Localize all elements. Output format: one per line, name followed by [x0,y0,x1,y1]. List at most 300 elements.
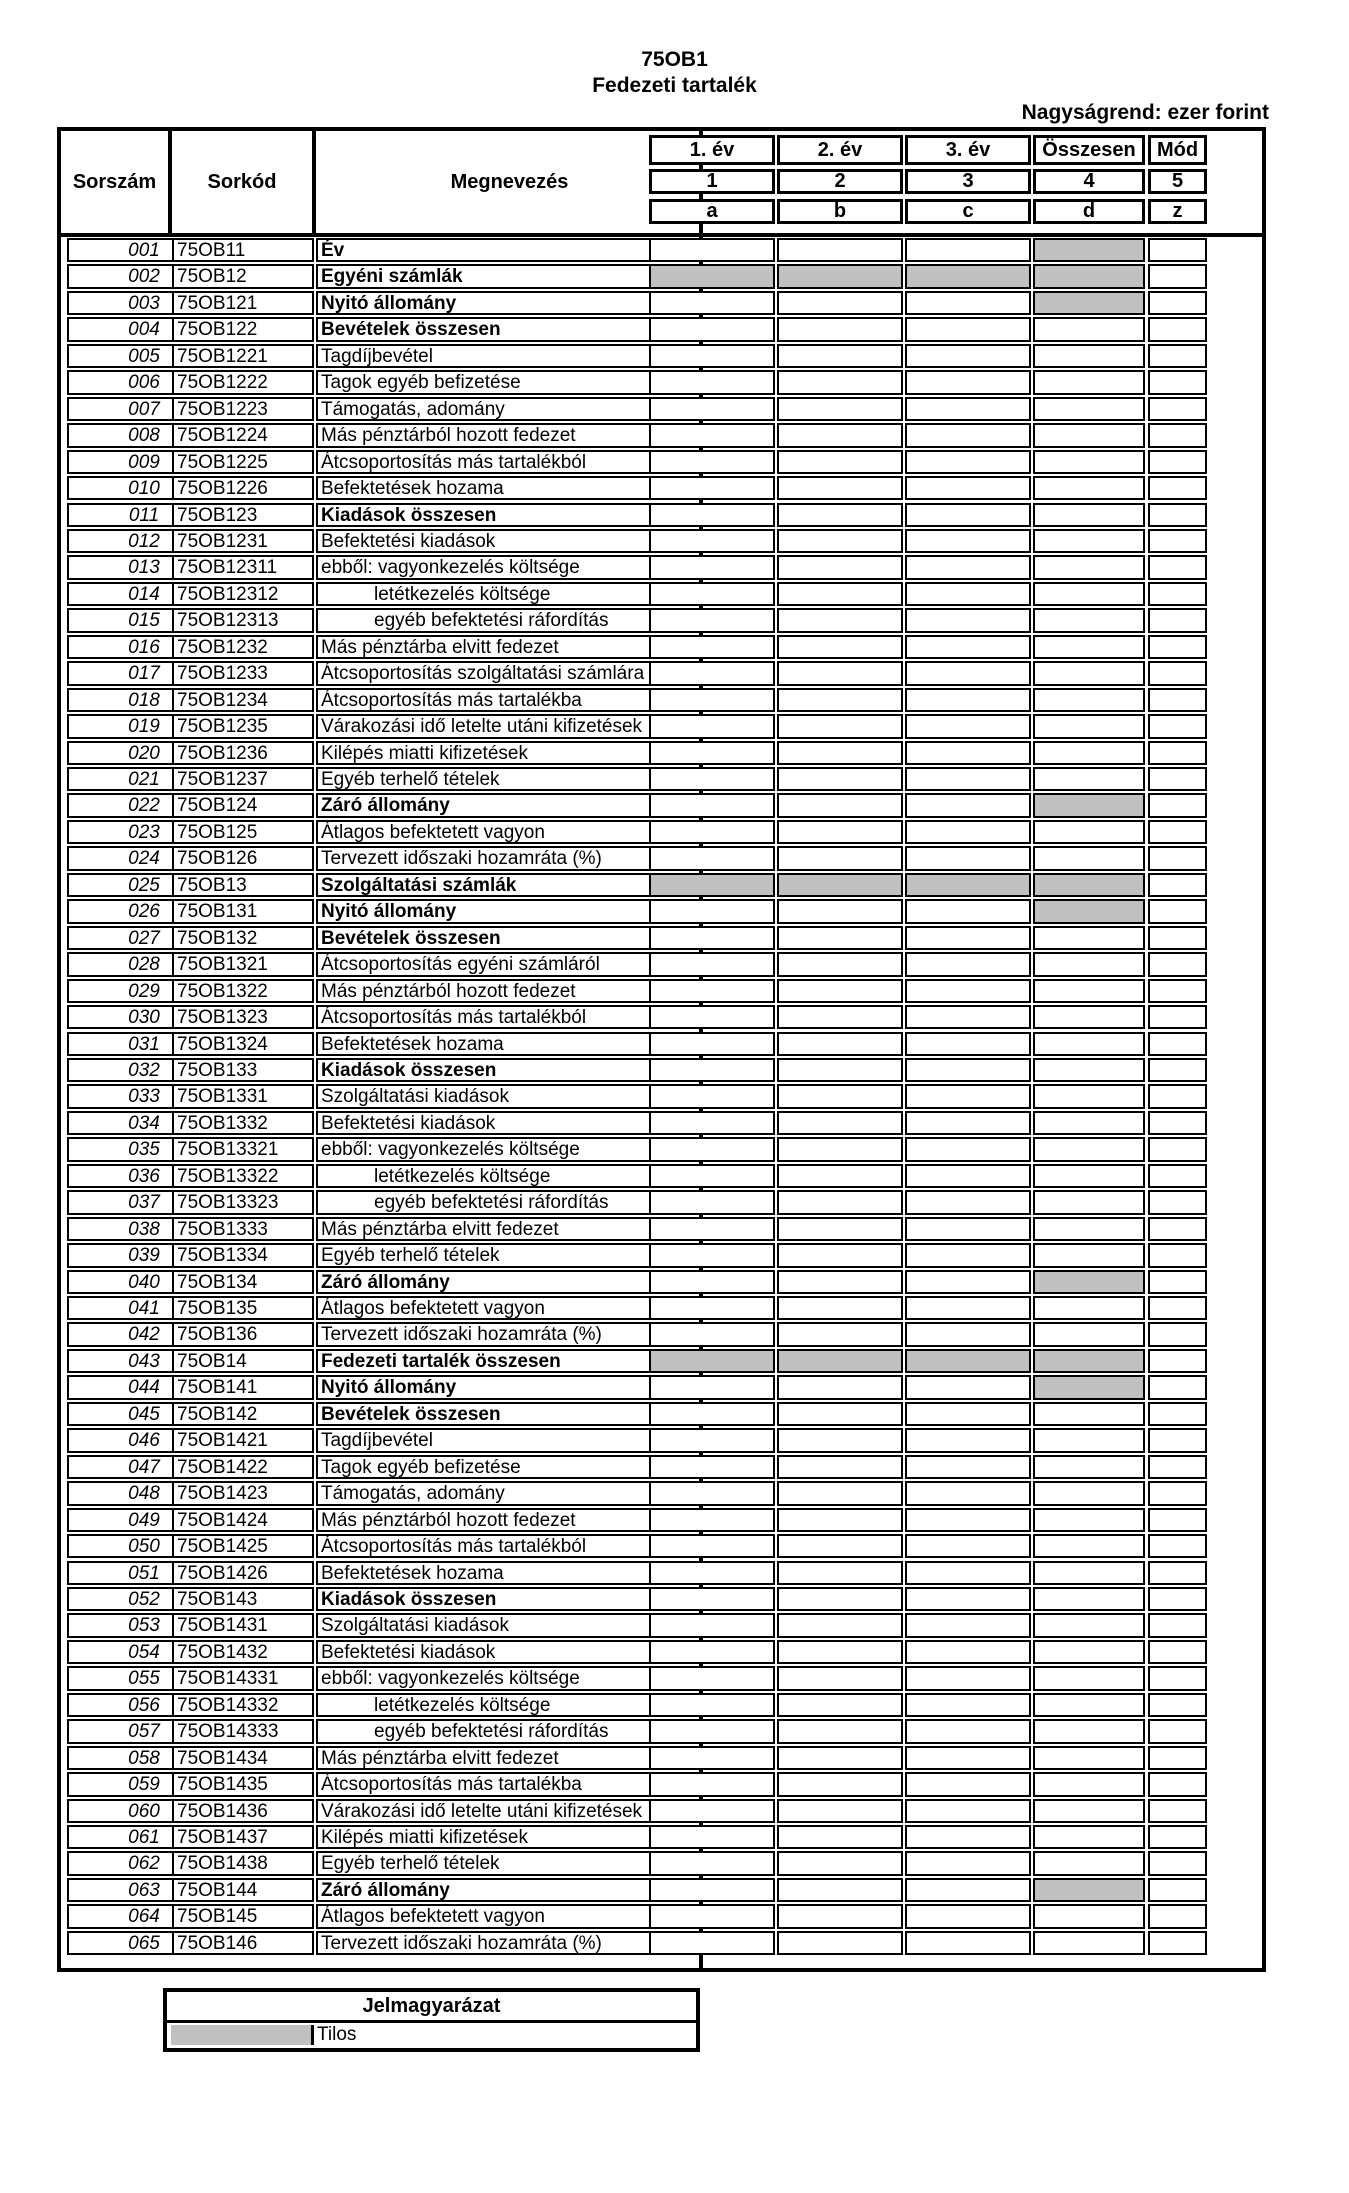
value-cell[interactable] [1148,926,1207,950]
value-cell[interactable] [1033,397,1145,421]
value-cell[interactable] [1148,1164,1207,1188]
value-cell[interactable] [649,1878,775,1902]
value-cell[interactable] [1148,1799,1207,1823]
value-cell[interactable] [1148,344,1207,368]
value-cell[interactable] [1033,926,1145,950]
value-cell[interactable] [905,1137,1031,1161]
value-cell[interactable] [1033,1428,1145,1452]
value-cell[interactable] [1033,1666,1145,1690]
value-cell[interactable] [1148,635,1207,659]
value-cell[interactable] [905,1402,1031,1426]
value-cell[interactable] [1148,1349,1207,1373]
value-cell[interactable] [905,1217,1031,1241]
value-cell[interactable] [649,1190,775,1214]
value-cell[interactable] [1148,1296,1207,1320]
value-cell[interactable] [905,291,1031,315]
value-cell[interactable] [905,1243,1031,1267]
value-cell[interactable] [905,1164,1031,1188]
value-cell[interactable] [1148,1190,1207,1214]
value-cell[interactable] [1148,1455,1207,1479]
value-cell[interactable] [1148,661,1207,685]
value-cell[interactable] [905,503,1031,527]
value-cell[interactable] [1148,1005,1207,1029]
value-cell[interactable] [777,1270,903,1294]
value-cell[interactable] [649,555,775,579]
value-cell[interactable] [905,1032,1031,1056]
value-cell[interactable] [777,1931,903,1955]
value-cell[interactable] [1033,846,1145,870]
value-cell[interactable] [1033,1851,1145,1875]
value-cell[interactable] [1148,1508,1207,1532]
value-cell[interactable] [777,899,903,923]
value-cell[interactable] [905,1296,1031,1320]
value-cell[interactable] [1033,529,1145,553]
value-cell[interactable] [1148,1534,1207,1558]
value-cell[interactable] [1148,1428,1207,1452]
value-cell[interactable] [1033,1587,1145,1611]
value-cell[interactable] [1148,582,1207,606]
value-cell[interactable] [905,714,1031,738]
value-cell[interactable] [649,1058,775,1082]
value-cell[interactable] [905,1534,1031,1558]
value-cell[interactable] [649,582,775,606]
value-cell[interactable] [1148,555,1207,579]
value-cell[interactable] [1148,873,1207,897]
value-cell[interactable] [649,979,775,1003]
value-cell[interactable] [777,1084,903,1108]
value-cell[interactable] [777,1217,903,1241]
value-cell[interactable] [905,1481,1031,1505]
value-cell[interactable] [777,423,903,447]
value-cell[interactable] [649,1428,775,1452]
value-cell[interactable] [1033,741,1145,765]
value-cell[interactable] [1148,1375,1207,1399]
value-cell[interactable] [905,1931,1031,1955]
value-cell[interactable] [1148,688,1207,712]
value-cell[interactable] [905,1613,1031,1637]
value-cell[interactable] [649,1561,775,1585]
value-cell[interactable] [649,291,775,315]
value-cell[interactable] [649,793,775,817]
value-cell[interactable] [1033,1296,1145,1320]
value-cell[interactable] [1148,264,1207,288]
value-cell[interactable] [777,529,903,553]
value-cell[interactable] [777,793,903,817]
value-cell[interactable] [777,317,903,341]
value-cell[interactable] [649,1481,775,1505]
value-cell[interactable] [1033,767,1145,791]
value-cell[interactable] [1033,1164,1145,1188]
value-cell[interactable] [649,1613,775,1637]
value-cell[interactable] [649,767,775,791]
value-cell[interactable] [1033,635,1145,659]
value-cell[interactable] [1148,1322,1207,1346]
value-cell[interactable] [905,1799,1031,1823]
value-cell[interactable] [1148,423,1207,447]
value-cell[interactable] [1148,1904,1207,1928]
value-cell[interactable] [649,1111,775,1135]
value-cell[interactable] [905,238,1031,262]
value-cell[interactable] [905,1825,1031,1849]
value-cell[interactable] [1033,1825,1145,1849]
value-cell[interactable] [1033,1402,1145,1426]
value-cell[interactable] [1033,1534,1145,1558]
value-cell[interactable] [1033,1799,1145,1823]
value-cell[interactable] [777,1640,903,1664]
value-cell[interactable] [649,741,775,765]
value-cell[interactable] [649,1587,775,1611]
value-cell[interactable] [649,503,775,527]
value-cell[interactable] [1148,317,1207,341]
value-cell[interactable] [1033,1032,1145,1056]
value-cell[interactable] [1148,1058,1207,1082]
value-cell[interactable] [905,767,1031,791]
value-cell[interactable] [1148,608,1207,632]
value-cell[interactable] [649,1455,775,1479]
value-cell[interactable] [1033,952,1145,976]
value-cell[interactable] [905,1428,1031,1452]
value-cell[interactable] [649,1772,775,1796]
value-cell[interactable] [1148,1402,1207,1426]
value-cell[interactable] [649,1825,775,1849]
value-cell[interactable] [1033,1455,1145,1479]
value-cell[interactable] [777,608,903,632]
value-cell[interactable] [1148,1746,1207,1770]
value-cell[interactable] [1033,979,1145,1003]
value-cell[interactable] [777,1693,903,1717]
value-cell[interactable] [1148,1640,1207,1664]
value-cell[interactable] [649,899,775,923]
value-cell[interactable] [905,423,1031,447]
value-cell[interactable] [1148,1032,1207,1056]
value-cell[interactable] [905,1693,1031,1717]
value-cell[interactable] [1148,1719,1207,1743]
value-cell[interactable] [1148,899,1207,923]
value-cell[interactable] [777,238,903,262]
value-cell[interactable] [777,1296,903,1320]
value-cell[interactable] [649,450,775,474]
value-cell[interactable] [905,899,1031,923]
value-cell[interactable] [777,979,903,1003]
value-cell[interactable] [1148,1481,1207,1505]
value-cell[interactable] [777,820,903,844]
value-cell[interactable] [1033,1613,1145,1637]
value-cell[interactable] [649,1402,775,1426]
value-cell[interactable] [905,1190,1031,1214]
value-cell[interactable] [649,1217,775,1241]
value-cell[interactable] [1033,317,1145,341]
value-cell[interactable] [1033,714,1145,738]
value-cell[interactable] [777,1375,903,1399]
value-cell[interactable] [1148,846,1207,870]
value-cell[interactable] [777,291,903,315]
value-cell[interactable] [905,1746,1031,1770]
value-cell[interactable] [777,1402,903,1426]
value-cell[interactable] [777,714,903,738]
value-cell[interactable] [649,344,775,368]
value-cell[interactable] [777,503,903,527]
value-cell[interactable] [1033,1190,1145,1214]
value-cell[interactable] [1033,370,1145,394]
value-cell[interactable] [777,555,903,579]
value-cell[interactable] [1033,1217,1145,1241]
value-cell[interactable] [649,370,775,394]
value-cell[interactable] [649,1084,775,1108]
value-cell[interactable] [905,952,1031,976]
value-cell[interactable] [1033,1719,1145,1743]
value-cell[interactable] [777,1878,903,1902]
value-cell[interactable] [777,344,903,368]
value-cell[interactable] [649,1164,775,1188]
value-cell[interactable] [649,1005,775,1029]
value-cell[interactable] [1148,1084,1207,1108]
value-cell[interactable] [1148,529,1207,553]
value-cell[interactable] [1148,1931,1207,1955]
value-cell[interactable] [777,846,903,870]
value-cell[interactable] [905,450,1031,474]
value-cell[interactable] [777,1455,903,1479]
value-cell[interactable] [777,1772,903,1796]
value-cell[interactable] [905,846,1031,870]
value-cell[interactable] [777,1851,903,1875]
value-cell[interactable] [1033,1481,1145,1505]
value-cell[interactable] [905,1904,1031,1928]
value-cell[interactable] [1148,450,1207,474]
value-cell[interactable] [649,397,775,421]
value-cell[interactable] [777,1322,903,1346]
value-cell[interactable] [905,529,1031,553]
value-cell[interactable] [1033,608,1145,632]
value-cell[interactable] [1148,1825,1207,1849]
value-cell[interactable] [905,793,1031,817]
value-cell[interactable] [1148,741,1207,765]
value-cell[interactable] [649,1534,775,1558]
value-cell[interactable] [905,1851,1031,1875]
value-cell[interactable] [905,635,1031,659]
value-cell[interactable] [649,661,775,685]
value-cell[interactable] [1148,820,1207,844]
value-cell[interactable] [777,582,903,606]
value-cell[interactable] [905,1455,1031,1479]
value-cell[interactable] [905,1666,1031,1690]
value-cell[interactable] [1033,820,1145,844]
value-cell[interactable] [905,1508,1031,1532]
value-cell[interactable] [905,1005,1031,1029]
value-cell[interactable] [1148,1772,1207,1796]
value-cell[interactable] [1033,1746,1145,1770]
value-cell[interactable] [649,926,775,950]
value-cell[interactable] [777,1137,903,1161]
value-cell[interactable] [777,688,903,712]
value-cell[interactable] [1148,714,1207,738]
value-cell[interactable] [649,1693,775,1717]
value-cell[interactable] [1148,1561,1207,1585]
value-cell[interactable] [1033,1693,1145,1717]
value-cell[interactable] [777,450,903,474]
value-cell[interactable] [649,1904,775,1928]
value-cell[interactable] [1148,1111,1207,1135]
value-cell[interactable] [777,1799,903,1823]
value-cell[interactable] [1148,1217,1207,1241]
value-cell[interactable] [1148,1613,1207,1637]
value-cell[interactable] [777,1058,903,1082]
value-cell[interactable] [1148,397,1207,421]
value-cell[interactable] [777,1719,903,1743]
value-cell[interactable] [1148,952,1207,976]
value-cell[interactable] [905,1084,1031,1108]
value-cell[interactable] [905,1058,1031,1082]
value-cell[interactable] [1033,1137,1145,1161]
value-cell[interactable] [1033,344,1145,368]
value-cell[interactable] [1148,1243,1207,1267]
value-cell[interactable] [777,1587,903,1611]
value-cell[interactable] [1033,1084,1145,1108]
value-cell[interactable] [777,661,903,685]
value-cell[interactable] [649,1851,775,1875]
value-cell[interactable] [905,926,1031,950]
value-cell[interactable] [905,1640,1031,1664]
value-cell[interactable] [777,1825,903,1849]
value-cell[interactable] [905,1375,1031,1399]
value-cell[interactable] [1148,767,1207,791]
value-cell[interactable] [649,846,775,870]
value-cell[interactable] [777,767,903,791]
value-cell[interactable] [1148,793,1207,817]
value-cell[interactable] [905,1878,1031,1902]
value-cell[interactable] [1148,291,1207,315]
value-cell[interactable] [777,476,903,500]
value-cell[interactable] [777,397,903,421]
value-cell[interactable] [777,926,903,950]
value-cell[interactable] [649,238,775,262]
value-cell[interactable] [1148,503,1207,527]
value-cell[interactable] [777,1428,903,1452]
value-cell[interactable] [1033,1904,1145,1928]
value-cell[interactable] [649,1032,775,1056]
value-cell[interactable] [649,608,775,632]
value-cell[interactable] [1033,1931,1145,1955]
value-cell[interactable] [649,423,775,447]
value-cell[interactable] [905,608,1031,632]
value-cell[interactable] [1033,1508,1145,1532]
value-cell[interactable] [905,661,1031,685]
value-cell[interactable] [777,1243,903,1267]
value-cell[interactable] [905,344,1031,368]
value-cell[interactable] [1033,1058,1145,1082]
value-cell[interactable] [1033,555,1145,579]
value-cell[interactable] [905,555,1031,579]
value-cell[interactable] [1148,1270,1207,1294]
value-cell[interactable] [1033,1561,1145,1585]
value-cell[interactable] [649,1931,775,1955]
value-cell[interactable] [905,582,1031,606]
value-cell[interactable] [1033,661,1145,685]
value-cell[interactable] [649,688,775,712]
value-cell[interactable] [1033,582,1145,606]
value-cell[interactable] [1033,1111,1145,1135]
value-cell[interactable] [905,1270,1031,1294]
value-cell[interactable] [1148,1851,1207,1875]
value-cell[interactable] [905,397,1031,421]
value-cell[interactable] [1033,476,1145,500]
value-cell[interactable] [905,688,1031,712]
value-cell[interactable] [1033,688,1145,712]
value-cell[interactable] [1033,423,1145,447]
value-cell[interactable] [1033,1640,1145,1664]
value-cell[interactable] [1148,1693,1207,1717]
value-cell[interactable] [905,1772,1031,1796]
value-cell[interactable] [1148,1137,1207,1161]
value-cell[interactable] [649,1243,775,1267]
value-cell[interactable] [777,1111,903,1135]
value-cell[interactable] [649,1640,775,1664]
value-cell[interactable] [905,1561,1031,1585]
value-cell[interactable] [905,370,1031,394]
value-cell[interactable] [649,476,775,500]
value-cell[interactable] [777,1746,903,1770]
value-cell[interactable] [905,1719,1031,1743]
value-cell[interactable] [1148,370,1207,394]
value-cell[interactable] [905,741,1031,765]
value-cell[interactable] [905,1322,1031,1346]
value-cell[interactable] [1033,1243,1145,1267]
value-cell[interactable] [1033,1772,1145,1796]
value-cell[interactable] [777,1561,903,1585]
value-cell[interactable] [649,1746,775,1770]
value-cell[interactable] [777,1481,903,1505]
value-cell[interactable] [1033,503,1145,527]
value-cell[interactable] [649,1375,775,1399]
value-cell[interactable] [649,1508,775,1532]
value-cell[interactable] [777,1904,903,1928]
value-cell[interactable] [777,741,903,765]
value-cell[interactable] [777,1005,903,1029]
value-cell[interactable] [649,635,775,659]
value-cell[interactable] [649,317,775,341]
value-cell[interactable] [649,1296,775,1320]
value-cell[interactable] [777,1508,903,1532]
value-cell[interactable] [649,1799,775,1823]
value-cell[interactable] [905,1587,1031,1611]
value-cell[interactable] [777,952,903,976]
value-cell[interactable] [777,1190,903,1214]
value-cell[interactable] [777,370,903,394]
value-cell[interactable] [649,1322,775,1346]
value-cell[interactable] [905,820,1031,844]
value-cell[interactable] [649,1137,775,1161]
value-cell[interactable] [649,1719,775,1743]
value-cell[interactable] [777,635,903,659]
value-cell[interactable] [649,952,775,976]
value-cell[interactable] [777,1666,903,1690]
value-cell[interactable] [777,1613,903,1637]
value-cell[interactable] [649,529,775,553]
value-cell[interactable] [905,1111,1031,1135]
value-cell[interactable] [1148,1666,1207,1690]
value-cell[interactable] [1148,979,1207,1003]
value-cell[interactable] [649,1270,775,1294]
value-cell[interactable] [1148,1878,1207,1902]
value-cell[interactable] [905,979,1031,1003]
value-cell[interactable] [1148,476,1207,500]
value-cell[interactable] [905,476,1031,500]
value-cell[interactable] [777,1164,903,1188]
value-cell[interactable] [1033,1005,1145,1029]
value-cell[interactable] [649,714,775,738]
value-cell[interactable] [649,1666,775,1690]
value-cell[interactable] [1033,450,1145,474]
value-cell[interactable] [777,1534,903,1558]
